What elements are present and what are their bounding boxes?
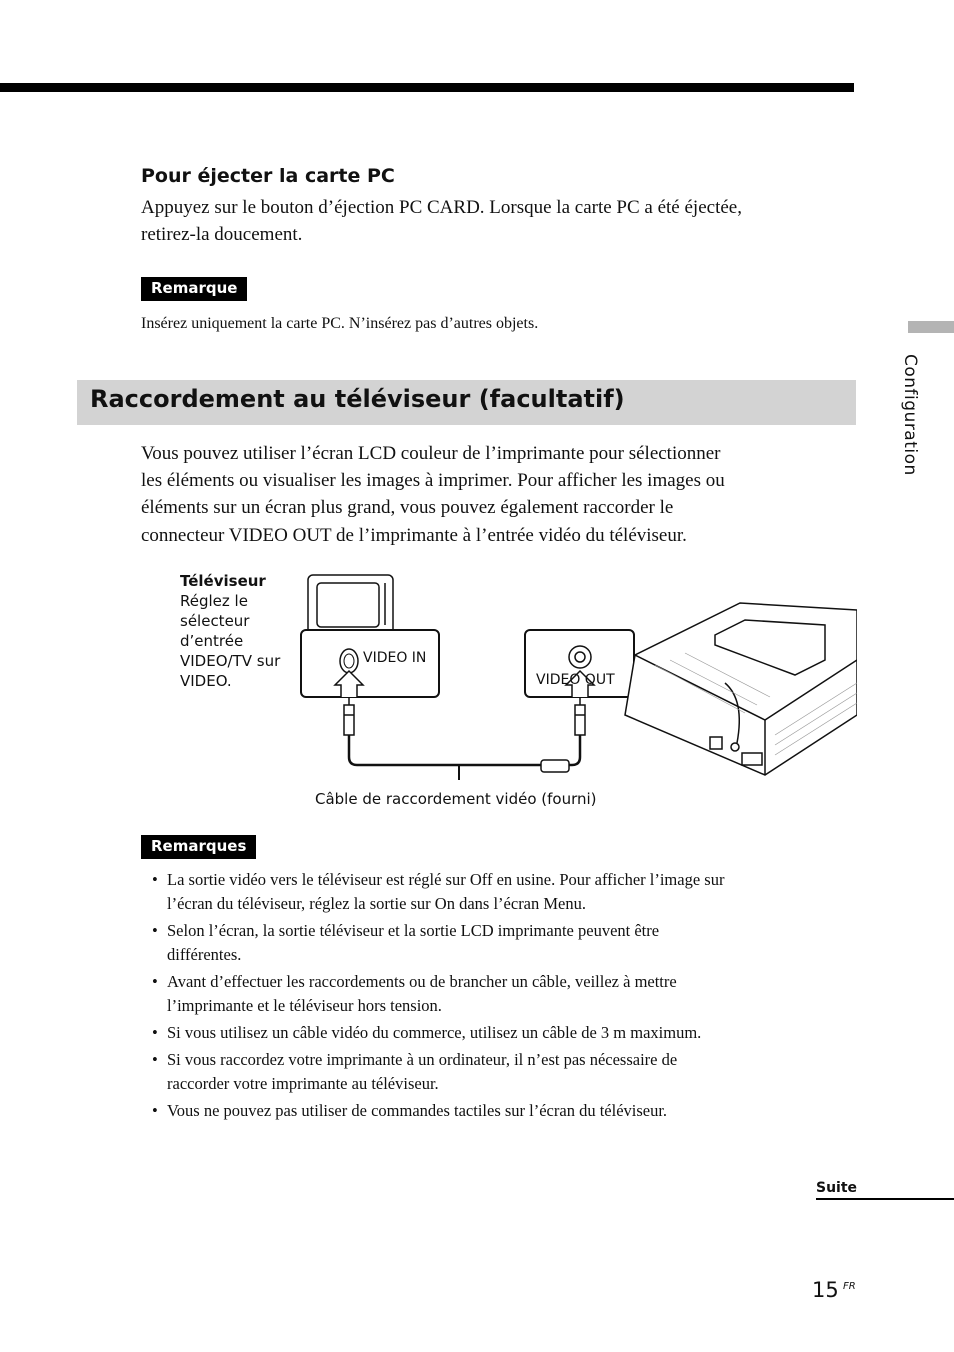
remark-item: • Si vous utilisez un câble vidéo du commerce, utilisez un câble de 3 m maximum. xyxy=(152,1023,702,1042)
cable-plug-right xyxy=(575,697,585,735)
page-number: 15 xyxy=(812,1278,839,1302)
continued-label: Suite xyxy=(816,1180,858,1196)
tv-paragraph-line-4: connecteur VIDEO OUT de l’imprimante à l’entrée vidéo du téléviseur. xyxy=(141,525,687,546)
cable-caption: Câble de raccordement vidéo (fourni) xyxy=(315,790,597,808)
section-heading-tv: Raccordement au téléviseur (facultatif) xyxy=(90,385,625,413)
remark-item: • Selon l’écran, la sortie téléviseur et la sortie LCD imprimante peuvent être différentes. xyxy=(152,921,660,964)
remark-item: • Si vous raccordez votre imprimante à un ordinateur, il n’est pas nécessaire de raccorder votre imprimante au téléviseur. xyxy=(152,1050,678,1093)
eject-paragraph-line-2: retirez-la doucement. xyxy=(141,224,303,245)
tv-paragraph-line-2: les éléments ou visualiser les images à imprimer. Pour afficher les images ou xyxy=(141,470,725,491)
tv-paragraph-line-1: Vous pouvez utiliser l’écran LCD couleur de l’imprimante pour sélectionner xyxy=(141,443,721,464)
tv-caption-line-3: d’entrée xyxy=(180,632,244,650)
video-out-jack xyxy=(569,646,591,668)
tv-caption-line-4: VIDEO/TV sur xyxy=(180,652,281,670)
tv-caption-title: Téléviseur xyxy=(180,572,266,590)
tv-paragraph-line-3: éléments sur un écran plus grand, vous pouvez également raccorder le xyxy=(141,497,674,518)
video-in-jack xyxy=(340,649,358,673)
remarks-label: Remarques xyxy=(141,835,256,859)
eject-paragraph-line-1: Appuyez sur le bouton d’éjection PC CARD. Lorsque la carte PC a été éjectée, xyxy=(141,197,742,218)
tv-caption-line-1: Réglez le xyxy=(180,592,248,610)
note-text: Insérez uniquement la carte PC. N’insérez pas d’autres objets. xyxy=(141,315,539,332)
remark-item: • Avant d’effectuer les raccordements ou de brancher un câble, veillez à mettre l’imprimante et le téléviseur hors tension. xyxy=(152,972,677,1015)
top-rule xyxy=(0,83,854,92)
side-tab-marker xyxy=(908,321,954,333)
tv-set-illustration xyxy=(308,575,393,637)
tv-caption-line-5: VIDEO. xyxy=(180,672,232,690)
remark-item: • Vous ne pouvez pas utiliser de commandes tactiles sur l’écran du téléviseur. xyxy=(152,1101,668,1120)
cable-ferrite-core xyxy=(541,760,569,772)
remarks-list xyxy=(152,868,852,1126)
figure-tv-caption xyxy=(180,571,280,691)
side-tab-label: Configuration xyxy=(900,354,920,476)
continued-rule xyxy=(816,1198,954,1200)
note-label: Remarque xyxy=(141,277,247,301)
video-in-label: VIDEO IN xyxy=(363,650,427,666)
section-heading-eject: Pour éjecter la carte PC xyxy=(141,165,395,187)
remark-item: • La sortie vidéo vers le téléviseur est réglé sur Off en usine. Pour afficher l’image sur l’écran du téléviseur, réglez la sortie sur On dans l’écran Menu. xyxy=(152,870,725,913)
video-out-label: VIDEO OUT xyxy=(536,672,615,688)
page-language: FR xyxy=(843,1281,856,1292)
printer-illustration xyxy=(625,603,857,775)
cable-plug-left xyxy=(344,697,354,735)
tv-caption-line-2: sélecteur xyxy=(180,612,250,630)
